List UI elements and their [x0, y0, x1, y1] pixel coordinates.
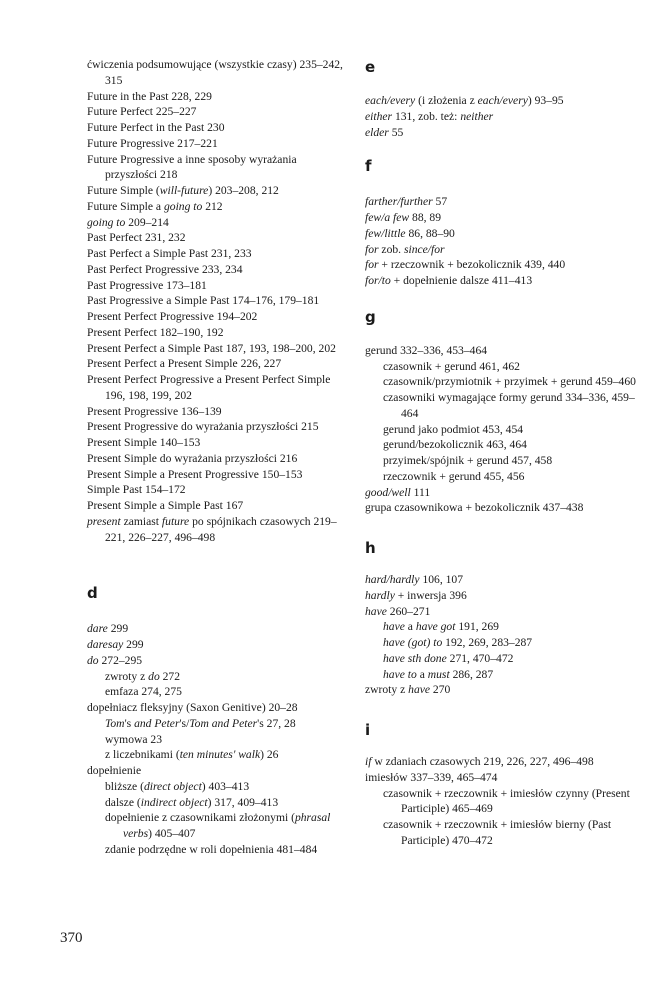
italic-term: going to	[87, 215, 126, 229]
entry-text: Present Simple 140–153	[87, 436, 201, 449]
index-entry	[87, 356, 345, 372]
index-subentry	[87, 795, 345, 811]
italic-term: Tom	[105, 716, 125, 730]
entry-text: czasownik + rzeczownik + imiesłów bierny (Past Participle) 470–472	[383, 818, 612, 847]
entry-text: Future Perfect 225–227	[87, 105, 197, 119]
entry-text: Past Perfect a Simple Past 231, 233	[87, 247, 252, 260]
entry-text: zob.	[378, 242, 404, 256]
italic-term: for	[365, 242, 379, 256]
italic-term: future	[161, 514, 190, 528]
entry-text: 's 27, 28	[257, 716, 296, 730]
italic-term: have (got) to	[383, 636, 443, 649]
index-entry	[87, 763, 345, 779]
entry-text: wymowa 23	[105, 732, 162, 746]
entry-text: Past Progressive a Simple Past 174–176, 179–181	[87, 294, 320, 308]
section-letter-heading	[87, 583, 345, 603]
entry-text: 88, 89	[409, 211, 442, 224]
italic-term: have	[365, 604, 387, 618]
italic-term: direct object	[143, 779, 202, 793]
italic-term: ten minutes' walk	[179, 748, 261, 762]
italic-term: each/every	[365, 94, 416, 107]
entry-text: Future Progressive a inne sposoby wyrażania przyszłości 218	[87, 152, 297, 182]
index-subentry	[365, 374, 645, 390]
italic-term: must	[427, 667, 450, 681]
index-entry	[365, 754, 645, 770]
index-subentry	[365, 786, 645, 818]
entry-text: ) 403–413	[201, 779, 250, 793]
index-entry	[87, 215, 345, 231]
section-spacer	[365, 740, 645, 754]
entry-text: 57	[432, 195, 448, 209]
entry-text: 271, 470–472	[446, 651, 514, 665]
index-subentry	[365, 437, 645, 453]
index-entry	[87, 637, 345, 653]
entry-text: h	[365, 539, 376, 557]
index-entry	[87, 278, 345, 294]
entry-text: ) 317, 409–413	[207, 795, 279, 809]
entry-text: zwroty z	[105, 669, 149, 683]
entry-text: imiesłów 337–339, 465–474	[365, 770, 498, 784]
italic-term: since/for	[403, 242, 445, 256]
entry-text: 111	[410, 485, 431, 499]
entry-text: zdanie podrzędne w roli dopełnienia 481–484	[105, 842, 318, 856]
section-spacer	[365, 176, 645, 194]
entry-text: 209–214	[125, 215, 169, 229]
section-spacer	[365, 516, 645, 538]
index-subentry	[87, 810, 345, 842]
index-entry	[87, 104, 345, 120]
italic-term: for	[365, 258, 379, 272]
entry-text: 272	[159, 669, 181, 683]
entry-text: + dopełnienie dalsze 411–413	[390, 274, 533, 287]
index-entry	[87, 89, 345, 105]
section-letter-heading	[365, 538, 645, 558]
entry-text: dopełniacz fleksyjny (Saxon Genitive) 20–28	[87, 701, 298, 714]
entry-text: emfaza 274, 275	[105, 685, 182, 699]
index-entry	[365, 770, 645, 786]
entry-text: g	[365, 307, 376, 326]
index-entry	[87, 404, 345, 420]
entry-text: po spójnikach czasowych 219–221, 226–227, 496–498	[105, 514, 337, 544]
italic-term: hard/hardly	[365, 573, 420, 586]
entry-text: 131, zob. też:	[392, 109, 461, 123]
entry-text: 299	[107, 622, 129, 636]
entry-text: d	[87, 584, 98, 603]
entry-text: + rzeczownik + bezokolicznik 439, 440	[378, 258, 566, 272]
section-letter-heading	[365, 57, 645, 77]
index-entry	[87, 183, 345, 199]
index-entry	[365, 343, 645, 359]
italic-term: neither	[460, 109, 494, 123]
index-entry	[87, 700, 345, 716]
entry-text: bliższe (	[105, 779, 144, 793]
entry-text: Present Simple a Simple Past 167	[87, 499, 244, 512]
entry-text: Present Perfect a Simple Past 187, 193, 198–200, 202	[87, 341, 336, 355]
entry-text: przyimek/spójnik + gerund 457, 458	[383, 454, 553, 467]
entry-text: 106, 107	[419, 573, 464, 586]
entry-text: ) 203–208, 212	[208, 184, 279, 197]
index-subentry	[87, 684, 345, 700]
index-entry	[365, 125, 645, 141]
entry-text: Present Simple do wyrażania przyszłości 216	[87, 451, 298, 465]
index-subentry	[87, 732, 345, 748]
index-entry	[365, 273, 645, 289]
italic-term: have got	[415, 620, 456, 634]
index-entry	[365, 500, 645, 516]
italic-term: going to	[163, 199, 203, 213]
entry-text: gerund 332–336, 453–464	[365, 343, 488, 357]
index-entry	[87, 435, 345, 451]
entry-text: 212	[202, 199, 223, 213]
index-entry	[365, 226, 645, 242]
italic-term: indirect object	[140, 795, 208, 809]
section-spacer	[365, 77, 645, 93]
index-entry	[87, 653, 345, 669]
entry-text: Future Perfect in the Past 230	[87, 121, 225, 134]
entry-text: 55	[388, 125, 404, 139]
index-entry	[87, 419, 345, 435]
entry-text: Simple Past 154–172	[87, 483, 186, 497]
entry-text: dopełnienie	[87, 764, 142, 777]
index-entry	[87, 309, 345, 325]
entry-text: gerund/bezokolicznik 463, 464	[383, 438, 527, 452]
entry-text: a	[404, 620, 416, 634]
entry-text: 191, 269	[455, 620, 499, 634]
index-entry	[365, 682, 645, 698]
entry-text: czasowniki wymagające formy gerund 334–336, 459–464	[383, 391, 635, 420]
italic-term: either	[365, 109, 393, 123]
index-entry	[87, 136, 345, 152]
italic-term: if	[365, 755, 372, 768]
italic-term: present	[87, 514, 121, 528]
entry-text: ) 26	[260, 748, 279, 762]
entry-text: z liczebnikami (	[105, 748, 180, 762]
italic-term: few/a few	[365, 211, 410, 224]
index-entry	[87, 262, 345, 278]
entry-text: i	[365, 721, 371, 739]
index-entry	[87, 246, 345, 262]
index-column-left	[87, 57, 345, 858]
entry-text: ) 93–95	[527, 94, 564, 107]
index-subentry	[365, 667, 645, 683]
section-spacer	[365, 327, 645, 343]
entry-text: Present Simple a Present Progressive 150–153	[87, 467, 303, 481]
entry-text: Future Simple (	[87, 184, 160, 197]
italic-term: Tom and Peter	[189, 716, 258, 730]
index-subentry	[365, 469, 645, 485]
entry-text: 192, 269, 283–287	[442, 636, 533, 649]
entry-text: Past Progressive 173–181	[87, 278, 207, 292]
italic-term: have	[408, 683, 431, 697]
index-entry	[87, 152, 345, 184]
section-spacer	[365, 289, 645, 307]
index-entry	[87, 372, 345, 404]
section-spacer	[365, 140, 645, 156]
entry-text: 299	[123, 638, 144, 651]
entry-text: Present Perfect Progressive 194–202	[87, 310, 258, 323]
index-entry	[87, 325, 345, 341]
entry-text: czasownik/przymiotnik + przyimek + gerund 459–460	[383, 375, 636, 389]
entry-text: Present Perfect Progressive a Present Perfect Simple 196, 198, 199, 202	[87, 373, 331, 402]
entry-text: Present Progressive 136–139	[87, 404, 222, 418]
entry-text: Past Perfect 231, 232	[87, 231, 186, 245]
index-subentry	[365, 390, 645, 422]
entry-text: ćwiczenia podsumowujące (wszystkie czasy) 235–242, 315	[87, 58, 343, 87]
entry-text: 260–271	[386, 604, 431, 618]
index-entry	[87, 451, 345, 467]
entry-text: gerund jako podmiot 453, 454	[383, 422, 524, 436]
index-subentry	[365, 619, 645, 635]
entry-text: czasownik + rzeczownik + imiesłów czynny (Present Participle) 465–469	[383, 786, 630, 816]
entry-text: Future Simple a	[87, 199, 164, 213]
index-entry	[365, 93, 645, 109]
index-subentry	[365, 817, 645, 849]
italic-term: do	[87, 653, 99, 667]
index-entry	[87, 230, 345, 246]
page-number: 370	[60, 930, 83, 946]
entry-text: 286, 287	[449, 667, 494, 681]
index-entry	[365, 572, 645, 588]
index-subentry	[87, 669, 345, 685]
italic-term: for/to	[365, 274, 391, 287]
index-entry	[87, 341, 345, 357]
entry-text: 's	[124, 716, 135, 730]
index-entry	[365, 257, 645, 273]
entry-text: 270	[430, 683, 451, 697]
index-entry	[365, 588, 645, 604]
entry-text: czasownik + gerund 461, 462	[383, 359, 520, 373]
entry-text: grupa czasownikowa + bezokolicznik 437–438	[365, 501, 584, 515]
section-spacer	[87, 603, 345, 621]
entry-text: 86, 88–90	[405, 226, 455, 240]
entry-text: Future in the Past 228, 229	[87, 89, 212, 103]
section-letter-heading	[365, 156, 645, 176]
section-letter-heading	[365, 720, 645, 740]
entry-text: zwroty z	[365, 683, 409, 697]
entry-text: dopełnienie z czasownikami złożonymi (	[105, 811, 295, 825]
italic-term: elder	[365, 125, 389, 139]
index-entry	[87, 482, 345, 498]
index-entry	[87, 621, 345, 637]
index-column-right	[365, 57, 645, 849]
italic-term: dare	[87, 622, 108, 636]
index-entry	[365, 210, 645, 226]
entry-text: Present Perfect 182–190, 192	[87, 325, 224, 339]
index-subentry	[87, 779, 345, 795]
italic-term: good/well	[365, 485, 411, 499]
index-subentry	[365, 453, 645, 469]
index-entry	[365, 485, 645, 501]
index-entry	[87, 199, 345, 215]
index-entry	[87, 120, 345, 136]
index-entry	[365, 194, 645, 210]
section-letter-heading	[365, 307, 645, 327]
entry-text: Future Progressive 217–221	[87, 136, 218, 150]
entry-text: f	[365, 157, 372, 176]
index-entry	[87, 514, 345, 546]
italic-term: hardly	[365, 588, 395, 602]
index-subentry	[87, 842, 345, 858]
entry-text: e	[365, 58, 376, 76]
italic-term: farther/further	[365, 195, 433, 209]
index-entry	[87, 467, 345, 483]
italic-term: few/little	[365, 226, 406, 240]
entry-text: (i złożenia z	[415, 94, 478, 107]
italic-term: and Peter	[134, 716, 180, 730]
italic-term: will-future	[159, 184, 209, 197]
index-entry	[365, 604, 645, 620]
section-spacer	[365, 698, 645, 720]
index-subentry	[87, 747, 345, 763]
index-entry	[87, 57, 345, 89]
index-subentry	[365, 635, 645, 651]
index-entry	[87, 498, 345, 514]
italic-term: do	[148, 669, 160, 683]
index-entry	[365, 242, 645, 258]
index-entry	[87, 293, 345, 309]
entry-text: a	[416, 667, 428, 681]
entry-text: rzeczownik + gerund 455, 456	[383, 469, 525, 483]
entry-text: ) 405–407	[148, 827, 196, 840]
italic-term: have to	[383, 667, 417, 681]
entry-text: w zdaniach czasowych 219, 226, 227, 496–498	[371, 755, 594, 768]
index-entry	[365, 109, 645, 125]
italic-term: daresay	[87, 638, 124, 651]
entry-text: zamiast	[120, 514, 162, 528]
entry-text: dalsze (	[105, 795, 141, 809]
entry-text: 's/	[179, 716, 190, 730]
italic-term: each/every	[477, 94, 528, 107]
entry-text: 272–295	[98, 653, 143, 667]
index-subentry	[365, 359, 645, 375]
italic-term: have	[383, 620, 405, 634]
section-spacer	[365, 558, 645, 572]
index-subentry	[365, 651, 645, 667]
index-subentry	[365, 422, 645, 438]
index-subentry	[87, 716, 345, 732]
italic-term: have sth done	[383, 651, 447, 665]
italic-term: phrasal verbs	[123, 811, 331, 840]
entry-text: Past Perfect Progressive 233, 234	[87, 262, 243, 276]
entry-text: Present Progressive do wyrażania przyszłości 215	[87, 420, 319, 434]
entry-text: + inwersja 396	[394, 588, 467, 602]
entry-text: Present Perfect a Present Simple 226, 227	[87, 357, 282, 371]
section-spacer	[87, 545, 345, 583]
